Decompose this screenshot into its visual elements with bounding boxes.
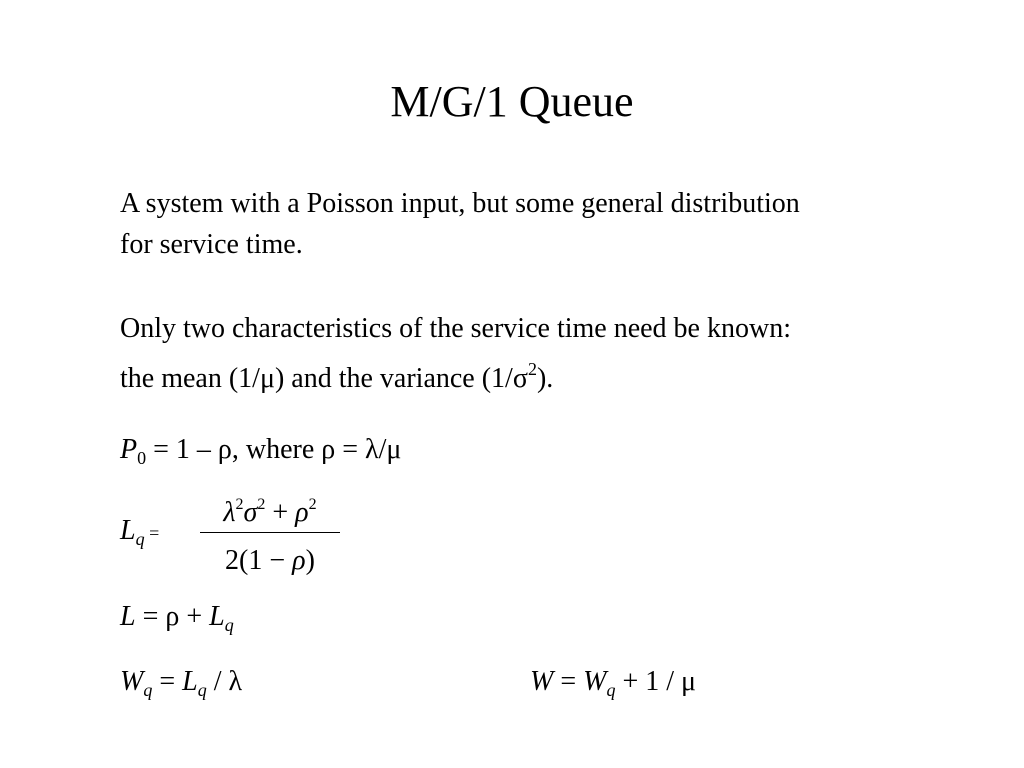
l-middle: = ρ +: [135, 601, 210, 632]
lq-symbol: L: [120, 515, 136, 546]
lambda-exponent: 2: [235, 496, 244, 513]
lq-denominator: [200, 544, 340, 578]
equation-l: [120, 600, 234, 642]
equation-p0: [120, 433, 401, 475]
lq-fraction: [200, 488, 340, 584]
intro-line-1: A system with a Poisson input, but some general distribution: [120, 188, 800, 219]
characteristics-line-1: Only two characteristics of the service time need be known:: [120, 313, 791, 344]
w-rhs-subscript: q: [606, 680, 616, 700]
fraction-bar: [200, 532, 340, 533]
p0-subscript: 0: [137, 448, 147, 468]
w-rhs-symbol: W: [583, 666, 607, 697]
rho-symbol: ρ: [295, 497, 309, 528]
denominator-rho: ρ: [292, 545, 306, 576]
w-middle: =: [553, 666, 584, 697]
denominator-prefix: 2(1: [225, 545, 263, 576]
characteristics-line-2: [120, 349, 791, 399]
equation-w: [530, 665, 696, 707]
equation-lq-lhs: [120, 514, 159, 556]
wq-rhs-tail: / λ: [206, 666, 243, 697]
equation-wq: [120, 665, 242, 707]
l-rhs-symbol: L: [209, 601, 225, 632]
variance-exponent: 2: [527, 359, 537, 379]
lambda-symbol: λ: [223, 497, 236, 528]
characteristics-line-2-prefix: the mean (1/μ) and the variance (1/σ: [120, 363, 528, 394]
wq-rhs-subscript: q: [197, 680, 207, 700]
lq-subscript: q: [135, 529, 145, 549]
denominator-minus: −: [262, 545, 293, 576]
intro-paragraph: [120, 183, 800, 265]
characteristics-paragraph: [120, 308, 791, 399]
p0-rhs: = 1 – ρ, where ρ = λ/μ: [146, 434, 402, 465]
intro-line-2: for service time.: [120, 229, 303, 260]
slide-title: M/G/1 Queue: [390, 77, 634, 126]
wq-middle: =: [152, 666, 183, 697]
lq-numerator: [200, 488, 340, 530]
p0-symbol: P: [120, 434, 138, 465]
numerator-plus: +: [265, 497, 296, 528]
characteristics-line-2-suffix: ).: [536, 363, 554, 394]
lq-equals: =: [144, 523, 160, 543]
wq-symbol: W: [120, 666, 144, 697]
sigma-symbol: σ: [243, 497, 258, 528]
denominator-suffix: ): [305, 545, 315, 576]
w-rhs-tail: + 1 / μ: [615, 666, 697, 697]
l-symbol: L: [120, 601, 136, 632]
wq-rhs-symbol: L: [182, 666, 198, 697]
rho-exponent: 2: [308, 496, 317, 513]
w-symbol: W: [530, 666, 554, 697]
l-rhs-subscript: q: [224, 615, 234, 635]
wq-subscript: q: [143, 680, 153, 700]
equation-lq-fraction: [200, 488, 340, 584]
sigma-exponent: 2: [257, 496, 266, 513]
